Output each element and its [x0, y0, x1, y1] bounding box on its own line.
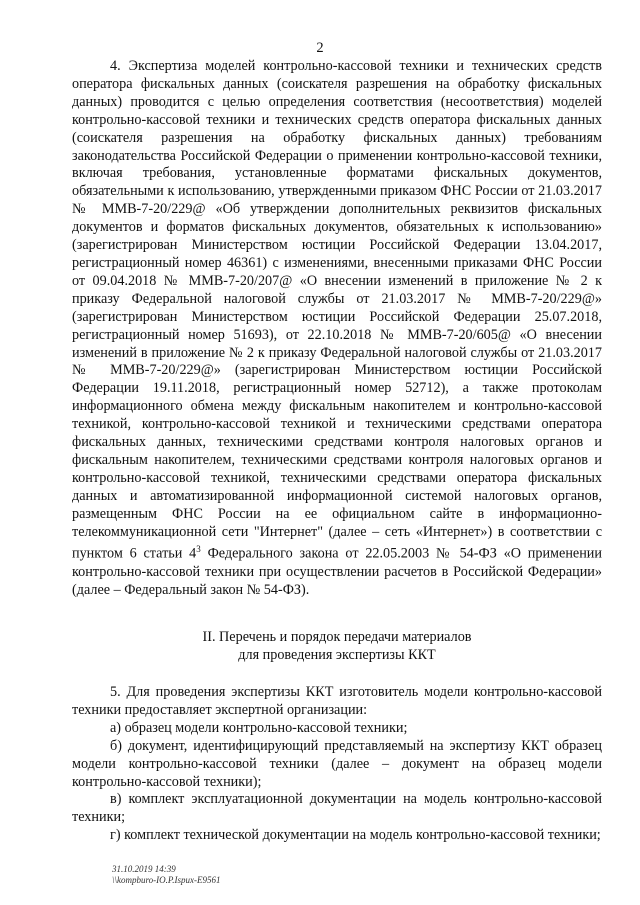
footer-timestamp: 31.10.2019 14:39 [112, 864, 176, 874]
paragraph-4-tail: Федерального закона от 22.05.2003 № 54-ФЗ «О применении контрольно-кассовой техники при осуществлении расчетов в Российской Федерации» (далее – Федеральный закон № 54-ФЗ). [72, 546, 602, 599]
list-item-g: г) комплект технической документации на модель контрольно-кассовой техники; [110, 827, 601, 844]
paragraph-4-body: 4. Экспертиза моделей контрольно-кассовой техники и технических средств оператора фискальных данных (соискателя разрешения на обработку фискальных данных) проводится с целью определения соответствия (несоответствия) моделей контрольно-кассовой техники и технических средств оператора фискальных данных (соискателя разрешения на обработку фискальных данных) требованиям законодательства Российской Федерации о применении контрольно-кассовой техники, включая требования, установленные форматами фискальных документов, обязательными к использованию, утвержденными приказом ФНС России от 21.03.2017 № ММВ-7-20/229@ «Об утверждении дополнительных реквизитов фискальных документов и форматов фискальных документов, обязательных к использованию» (зарегистрирован Министерством юстиции Российской Федерации 13.04.2017, регистрационный номер 46361) с изменениями, внесенными приказами ФНС России от 09.04.2018 № ММВ-7-20/207@ «О внесении изменений в приложение № 2 к приказу Федеральной налоговой службы от 21.03.2017 № ММВ-7-20/229@» (зарегистрирован Министерством юстиции Российской Федерации 25.07.2018, регистрационный номер 51693), от 22.10.2018 № ММВ-7-20/605@ «О внесении изменений в приложение № 2 к приказу Федеральной налоговой службы от 21.03.2017 № ММВ-7-20/229@» (зарегистрирован Министерством юстиции Российской Федерации 19.11.2018, регистрационный номер 52712), а также протоколам информационного обмена между фискальным накопителем и контрольно-кассовой техникой, контрольно-кассовой техникой и техническими средствами оператора фискальных данных, техническими средствами контроля налоговых органов и фискальным накопителем, техническими средствами контроля налоговых органов и контрольно-кассовой техникой, техническими средствами оператора фискальных данных и автоматизированной информационной системой налоговых органов, размещенным ФНС России на ее официальном сайте в информационно-телекоммуникационной сети "Интернет" (далее – сеть «Интернет») в соответствии с пунктом 6 статьи 4 [72, 58, 602, 563]
list-item-a: а) образец модели контрольно-кассовой техники; [110, 719, 408, 736]
page-number: 2 [316, 40, 324, 56]
list-item-b: б) документ, идентифицирующий представляемый на экспертизу ККТ образец модели контрольно-кассовой техники (далее – документ на образец модели контрольно-кассовой техники); [72, 737, 602, 790]
paragraph-5: 5. Для проведения экспертизы ККТ изготовитель модели контрольно-кассовой техники предоставляет экспертной организации: [72, 684, 602, 718]
paragraph-4-superscript: 3 [196, 544, 201, 555]
footer-path: \\kompburo-IO.P.Ispux-E9561 [112, 875, 221, 885]
section-heading-line-1: II. Перечень и порядок передачи материалов [202, 629, 472, 645]
list-item-v: в) комплект эксплуатационной документации на модель контрольно-кассовой техники; [72, 791, 602, 826]
section-heading-line-2: для проведения экспертизы ККТ [238, 647, 436, 663]
print-footer [112, 864, 220, 886]
section-heading [72, 628, 602, 664]
paragraph-4 [72, 58, 602, 600]
section-body [72, 684, 602, 845]
